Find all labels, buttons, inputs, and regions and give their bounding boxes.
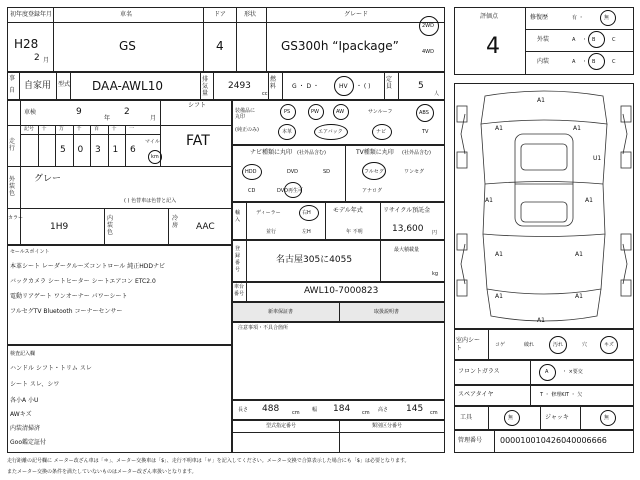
category-label: 類別区分番号 <box>372 423 403 429</box>
tv-oneseg: ワンセグ <box>404 169 425 175</box>
front-glass-label: フロントガラス <box>458 368 500 375</box>
type-label: 型式 <box>58 81 71 88</box>
nav-dvd: DVD <box>287 169 299 175</box>
inspection-month: 2 <box>124 107 130 117</box>
mileage-digit-label: 百 <box>94 126 100 132</box>
jack-value: 無 <box>604 415 610 421</box>
max-load-unit: kg <box>432 271 439 277</box>
mileage-digit-label: 万 <box>59 126 65 132</box>
shift-label: シフト <box>188 102 207 109</box>
seat-item: 汚れ <box>553 342 564 348</box>
mileage-unit-mile: マイル <box>145 139 160 145</box>
width-label: 幅 <box>312 407 318 413</box>
management-label: 管理番号 <box>458 437 483 444</box>
equipment-label: 装備品に丸印 <box>235 108 256 120</box>
interior-grade-label: 内装 <box>537 58 550 65</box>
nav-sd: SD <box>323 169 331 175</box>
grade-letter: ・ <box>582 59 588 65</box>
tv-fullseg: フルセグ <box>364 169 384 175</box>
car-name-label: 車名 <box>120 11 133 18</box>
shift-value: FAT <box>186 133 210 149</box>
recycle-unit: 円 <box>432 230 438 236</box>
equipment-sub: (純正のみ) <box>235 127 259 133</box>
inspection-label: 車検 <box>24 109 37 116</box>
damage-mark: A1 <box>575 251 583 258</box>
first-reg-month: 2 <box>34 53 40 63</box>
score-value: 4 <box>486 34 500 59</box>
length-unit: cm <box>292 410 300 416</box>
equip-tv: TV <box>422 129 429 135</box>
exterior-grade-label: 外装 <box>537 36 550 43</box>
nav-sub: (社外品含む) <box>297 150 326 156</box>
displacement-unit: cc <box>262 91 268 97</box>
color-note: ( ) 色替車は色替と記入 <box>124 198 177 204</box>
model-code: DAA-AWL10 <box>92 79 163 93</box>
grade-letter: ・ <box>602 59 608 65</box>
seat-label: 室内シート <box>456 337 481 352</box>
sales-point: 本革シート レーダークルーズコントロール 純正HDDナビ <box>10 263 165 270</box>
displacement-label: 排気量 <box>202 76 209 97</box>
caution-label: 注意事項・不具合箇所 <box>238 325 289 331</box>
mileage-digit-label: 十 <box>111 126 117 132</box>
doors-value: 4 <box>216 39 224 53</box>
handle-left: 左H <box>302 229 311 235</box>
max-load-label: 最大積載量 <box>394 247 420 253</box>
length-value: 488 <box>262 404 280 414</box>
grade-letter: ・ <box>602 37 608 43</box>
tools-value: 無 <box>508 415 514 421</box>
warranty-label: 新車保証書 <box>268 309 294 315</box>
reg-number: 名古屋305に4055 <box>276 255 353 265</box>
damage-mark: A1 <box>495 293 503 300</box>
capacity-unit: 人 <box>434 91 440 97</box>
sales-point: バックカメラ シートヒーター シートエアコン ETC2.0 <box>10 278 156 285</box>
damage-diagram <box>454 83 634 329</box>
mileage-digit: 3 <box>95 145 101 155</box>
equip-airbag: エアバック <box>318 129 343 135</box>
grade-letter: B <box>592 37 596 43</box>
equip-pw: PW <box>311 109 319 115</box>
color-code-label: カラー <box>8 215 24 221</box>
grade-letter: A <box>572 37 576 43</box>
tv-sub: (社外品含む) <box>402 150 431 156</box>
footer-note-1: 走行距離の記号欄に メーター改ざん車は「＊」、メーター交換車は「$」、走行不明車は「＃」を記入してください。メーター交換で合算表示した場合にも「$」は必要となります。 <box>7 458 410 464</box>
seat-item: 穴 <box>582 342 588 348</box>
inspector-note: Goo鑑定証付 <box>10 439 46 446</box>
height-value: 145 <box>406 404 424 414</box>
nav-cd: CD <box>248 188 256 194</box>
mileage-digit-label: 一 <box>129 126 135 132</box>
grade-letter: C <box>612 37 616 43</box>
manual-label: 取扱説明書 <box>374 309 400 315</box>
capacity-label: 定員 <box>386 76 393 90</box>
spare-tire-options: T ・ 修理KIT ・ 欠 <box>540 392 583 398</box>
mileage-digit: 0 <box>77 145 84 155</box>
inspector-note: シート スレ、シワ <box>10 381 60 388</box>
condition-sheet: 初年度登録年月 車名 ドア 形状 グレード H28 2 月 GS 4 GS300h “Ipackage” 2WD 4WD 事 自 自家用 型式 DAA-AWL10 排気量 2493 cc 燃料 G ・ D ・ HV ・ ( ) 定員 5 人 車検 9 年 2 月 シフト FAT 走行 記号 十 万 千 百 十 一 5 0 3 1 6 マイル km 外装色 グレー ( ) 色替車は色替と記入 カラー 1H9 内装色 冷房 AAC セールスポイント 本革シート レーダークルーズコントロール 純正HDDナビ バックカメラ シートヒーター シートエアコン ETC2.0 電動リアゲート ワンオーナー パワーシート フルセグTV Bluetooth コーナーセンサー 検査記入欄 ハンドル シフト・トリム スレ シート スレ、シワ 各小A 小U AWキズ 内装清掃済 Goo鑑定証付 装備品に丸印 (純正のみ) PS PW AW サンルーフ ABS 本革 エアバック ナビ TV ナビ種類に丸印 (社外品含む) HDD DVD SD CD DVD再生可 TV種類に丸印 (社外品含む) フルセグ ワンセグ アナログ 輸入 ディーラー 右H 並行 左H モデル年式 年 不明 リサイクル預託金 13,600 円 登録番号 名古屋305に4055 最大積載量 kg 車台番号 AWL10-7000823 新車保証書 取扱説明書 注意事項・不具合箇所 長さ 488 cm 幅 184 cm 高さ 145 cm 型式指定番号 類別区分番号 評価点 4 修復歴 有 ・ 無 外装 内装 A ・ B ・ C A ・ B ・ C A1 A1 A1 U1 A1 A1 A1 A1 A1 A1 A1 室内シート コゲ 破れ 汚れ 穴 キズ フロントガラス A ・ ×要交 スペアタイヤ T ・ 修理KIT ・ 欠 工具 無 ジャッキ 無 管理番号 000010010426040006666 走行距離の記号欄に メーター改ざん車は「＊」、メーター交換車は「$」、走行不明車は「＃」を記入してください。メーター交換で合算表示した場合にも「$」は必要となります。 またメーター交換の条件を満たしていないものはメーター改ざん車扱いとなります。 <box>0 0 640 480</box>
equip-ps: PS <box>284 109 291 115</box>
width-unit: cm <box>362 410 370 416</box>
equip-navi: ナビ <box>376 129 387 135</box>
footer-note-2: またメーター交換の条件を満たしていないものはメーター改ざん車扱いとなります。 <box>7 469 197 475</box>
length-label: 長さ <box>238 407 249 413</box>
seat-item: キズ <box>604 342 614 348</box>
damage-mark: U1 <box>593 155 602 162</box>
fuel-label: 燃料 <box>270 76 277 90</box>
grade-letter: B <box>592 59 596 65</box>
purpose-value: 自家用 <box>24 81 52 91</box>
grade-letter: C <box>612 59 616 65</box>
doors-label: ドア <box>214 11 226 18</box>
sales-point: フルセグTV Bluetooth コーナーセンサー <box>10 308 123 315</box>
inspector-note: 各小A 小U <box>10 397 39 404</box>
height-unit: cm <box>430 410 438 416</box>
model-year-label: モデル年式 <box>333 207 363 214</box>
score-label: 評価点 <box>480 13 499 20</box>
damage-mark: A1 <box>573 125 581 132</box>
repair-options: 有 ・ <box>572 15 584 21</box>
inspector-notes-box <box>7 345 232 453</box>
first-reg-year: H28 <box>14 37 39 51</box>
reg-number-label: 登録番号 <box>235 246 241 273</box>
first-reg-label: 初年度登録年月 <box>10 11 53 18</box>
grade-value: GS300h “Ipackage” <box>281 39 399 53</box>
seat-item: コゲ <box>495 342 506 348</box>
color-code-value: 1H9 <box>50 222 69 232</box>
ac-value: AAC <box>196 222 215 232</box>
mileage-digit-label: 千 <box>76 126 82 132</box>
inspector-note: ハンドル シフト・トリム スレ <box>10 365 92 372</box>
type-designation-label: 型式指定番号 <box>266 423 297 429</box>
tv-label: TV種類に丸印 <box>356 149 394 156</box>
grade-label: グレード <box>344 11 369 18</box>
inspector-notes-label: 検査記入欄 <box>10 351 36 357</box>
spare-tire-label: スペアタイヤ <box>458 391 494 398</box>
damage-mark: A1 <box>495 251 503 258</box>
inspector-note: 内装清掃済 <box>10 425 41 432</box>
nav-dvd-play: DVD再生可 <box>277 188 304 194</box>
import-label: 輸入 <box>235 210 241 223</box>
equip-aw: AW <box>336 109 345 115</box>
tv-analog: アナログ <box>362 188 383 194</box>
damage-mark: A1 <box>495 125 503 132</box>
month-unit: 月 <box>43 57 50 64</box>
grade-letter: ・ <box>582 37 588 43</box>
interior-color-label: 内装色 <box>107 215 114 236</box>
mileage-digit: 5 <box>60 145 66 155</box>
damage-mark: A1 <box>537 317 545 324</box>
shape-label: 形状 <box>244 11 257 18</box>
displacement-value: 2493 <box>228 81 251 91</box>
car-outline-diagram <box>455 84 633 328</box>
equip-abs: ABS <box>419 110 429 116</box>
damage-mark: A1 <box>537 97 545 104</box>
inspection-year-unit: 年 <box>104 115 111 122</box>
mileage-unit-km: km <box>151 154 159 160</box>
nav-label: ナビ種類に丸印 <box>250 149 293 156</box>
fuel-other: ・ ( ) <box>356 83 371 90</box>
caution-box <box>232 322 445 400</box>
drive-2wd: 2WD <box>422 23 434 29</box>
recycle-label: リサイクル預託金 <box>383 207 431 214</box>
damage-mark: A1 <box>575 293 583 300</box>
car-name: GS <box>119 39 136 53</box>
damage-mark: A1 <box>485 197 493 204</box>
capacity-value: 5 <box>418 81 424 91</box>
height-label: 高さ <box>378 407 389 413</box>
management-number: 000010010426040006666 <box>500 436 607 445</box>
mileage-digit: 1 <box>112 145 119 155</box>
recycle-value: 13,600 <box>392 224 424 234</box>
damage-mark: A1 <box>585 197 593 204</box>
width-value: 184 <box>333 404 351 414</box>
repair-label: 修復歴 <box>530 14 549 21</box>
drive-4wd: 4WD <box>422 49 434 55</box>
dealer-label: ディーラー <box>256 210 281 216</box>
equip-leather: 本革 <box>282 129 293 135</box>
nav-hdd: HDD <box>245 169 257 175</box>
fuel-hv: HV <box>339 83 348 90</box>
seat-item: 破れ <box>524 342 535 348</box>
mileage-digit-label: 記号 <box>24 126 35 132</box>
exterior-color-value: グレー <box>34 174 62 184</box>
inspector-note: AWキズ <box>10 411 32 418</box>
inspection-month-unit: 月 <box>150 115 157 122</box>
sales-points-label: セールスポイント <box>10 249 50 255</box>
mileage-digit-label: 十 <box>41 126 47 132</box>
front-glass-other: ・ ×要交 <box>562 369 583 375</box>
front-glass-value: A <box>545 369 549 375</box>
jack-label: ジャッキ <box>545 414 569 421</box>
repair-none: 無 <box>604 15 610 21</box>
parallel-label: 並行 <box>266 229 277 235</box>
inspection-year: 9 <box>76 107 82 117</box>
chassis-number: AWL10-7000823 <box>304 286 379 296</box>
mileage-digit: 6 <box>130 145 136 155</box>
fuel-options: G ・ D ・ <box>292 83 319 90</box>
equip-sunroof: サンルーフ <box>368 109 393 115</box>
handle-right: 右H <box>302 210 311 216</box>
sales-point: 電動リアゲート ワンオーナー パワーシート <box>10 293 128 300</box>
chassis-label: 車台番号 <box>234 284 245 297</box>
tools-label: 工具 <box>460 414 473 421</box>
exterior-color-label: 外装色 <box>9 176 16 197</box>
ac-label: 冷房 <box>172 215 179 229</box>
grade-letter: A <box>572 59 576 65</box>
model-row <box>7 72 445 100</box>
mileage-label: 走行 <box>9 138 16 152</box>
model-year-value: 年 不明 <box>346 229 363 235</box>
